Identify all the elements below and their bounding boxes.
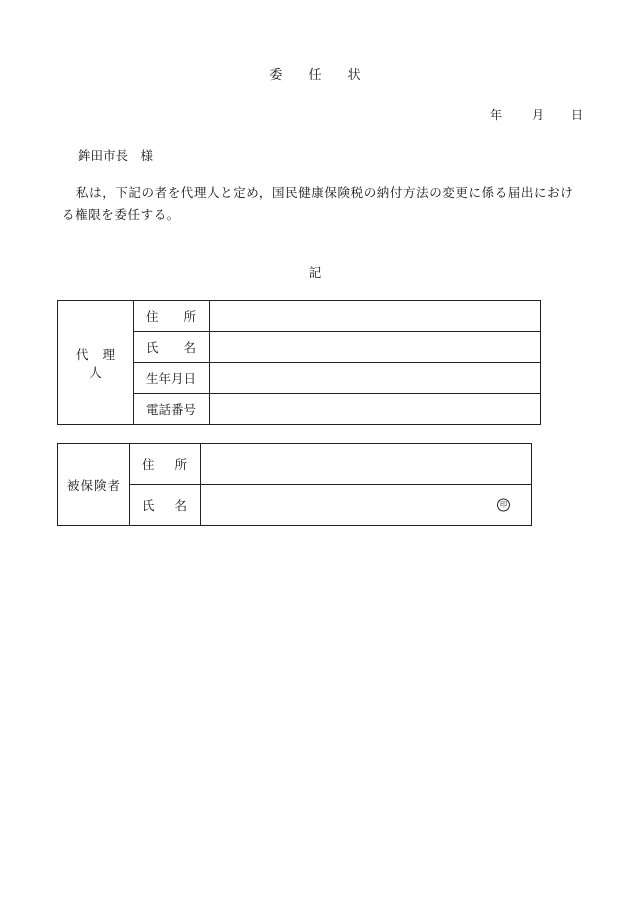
date-day-label: 日 (571, 108, 584, 122)
document-title: 委 任 状 (269, 68, 372, 83)
insured-address-label: 住 所 (130, 444, 201, 485)
agent-name-label: 氏 名 (134, 332, 210, 363)
addressee: 鉾田市長 様 (78, 148, 154, 163)
insured-table (57, 443, 532, 526)
agent-phone-label: 電 話 番 号 (134, 394, 210, 425)
agent-address-label: 住 所 (134, 301, 210, 332)
agent-birthdate-field[interactable] (210, 363, 541, 394)
agent-group-label: 代 理 人 (58, 301, 134, 425)
date-year-label: 年 (490, 108, 503, 122)
agent-table (57, 300, 541, 425)
agent-phone-field[interactable] (210, 394, 541, 425)
agent-address-field[interactable] (210, 301, 541, 332)
insured-name-label: 氏 名 (130, 485, 201, 526)
insured-name-field[interactable] (201, 485, 532, 526)
agent-birthdate-label: 生 年 月 日 (134, 363, 210, 394)
insured-address-field[interactable] (201, 444, 532, 485)
section-heading: 記 (308, 265, 322, 280)
agent-name-field[interactable] (210, 332, 541, 363)
delegation-statement: 私は，下記の者を代理人と定め，国民健康保険税の納付方法の変更に係る届出における権限を委任する。 (62, 185, 574, 222)
date-month-label: 月 (532, 108, 545, 122)
seal-mark-icon: 印 (497, 499, 510, 512)
insured-group-label: 被保険者 (58, 444, 130, 526)
